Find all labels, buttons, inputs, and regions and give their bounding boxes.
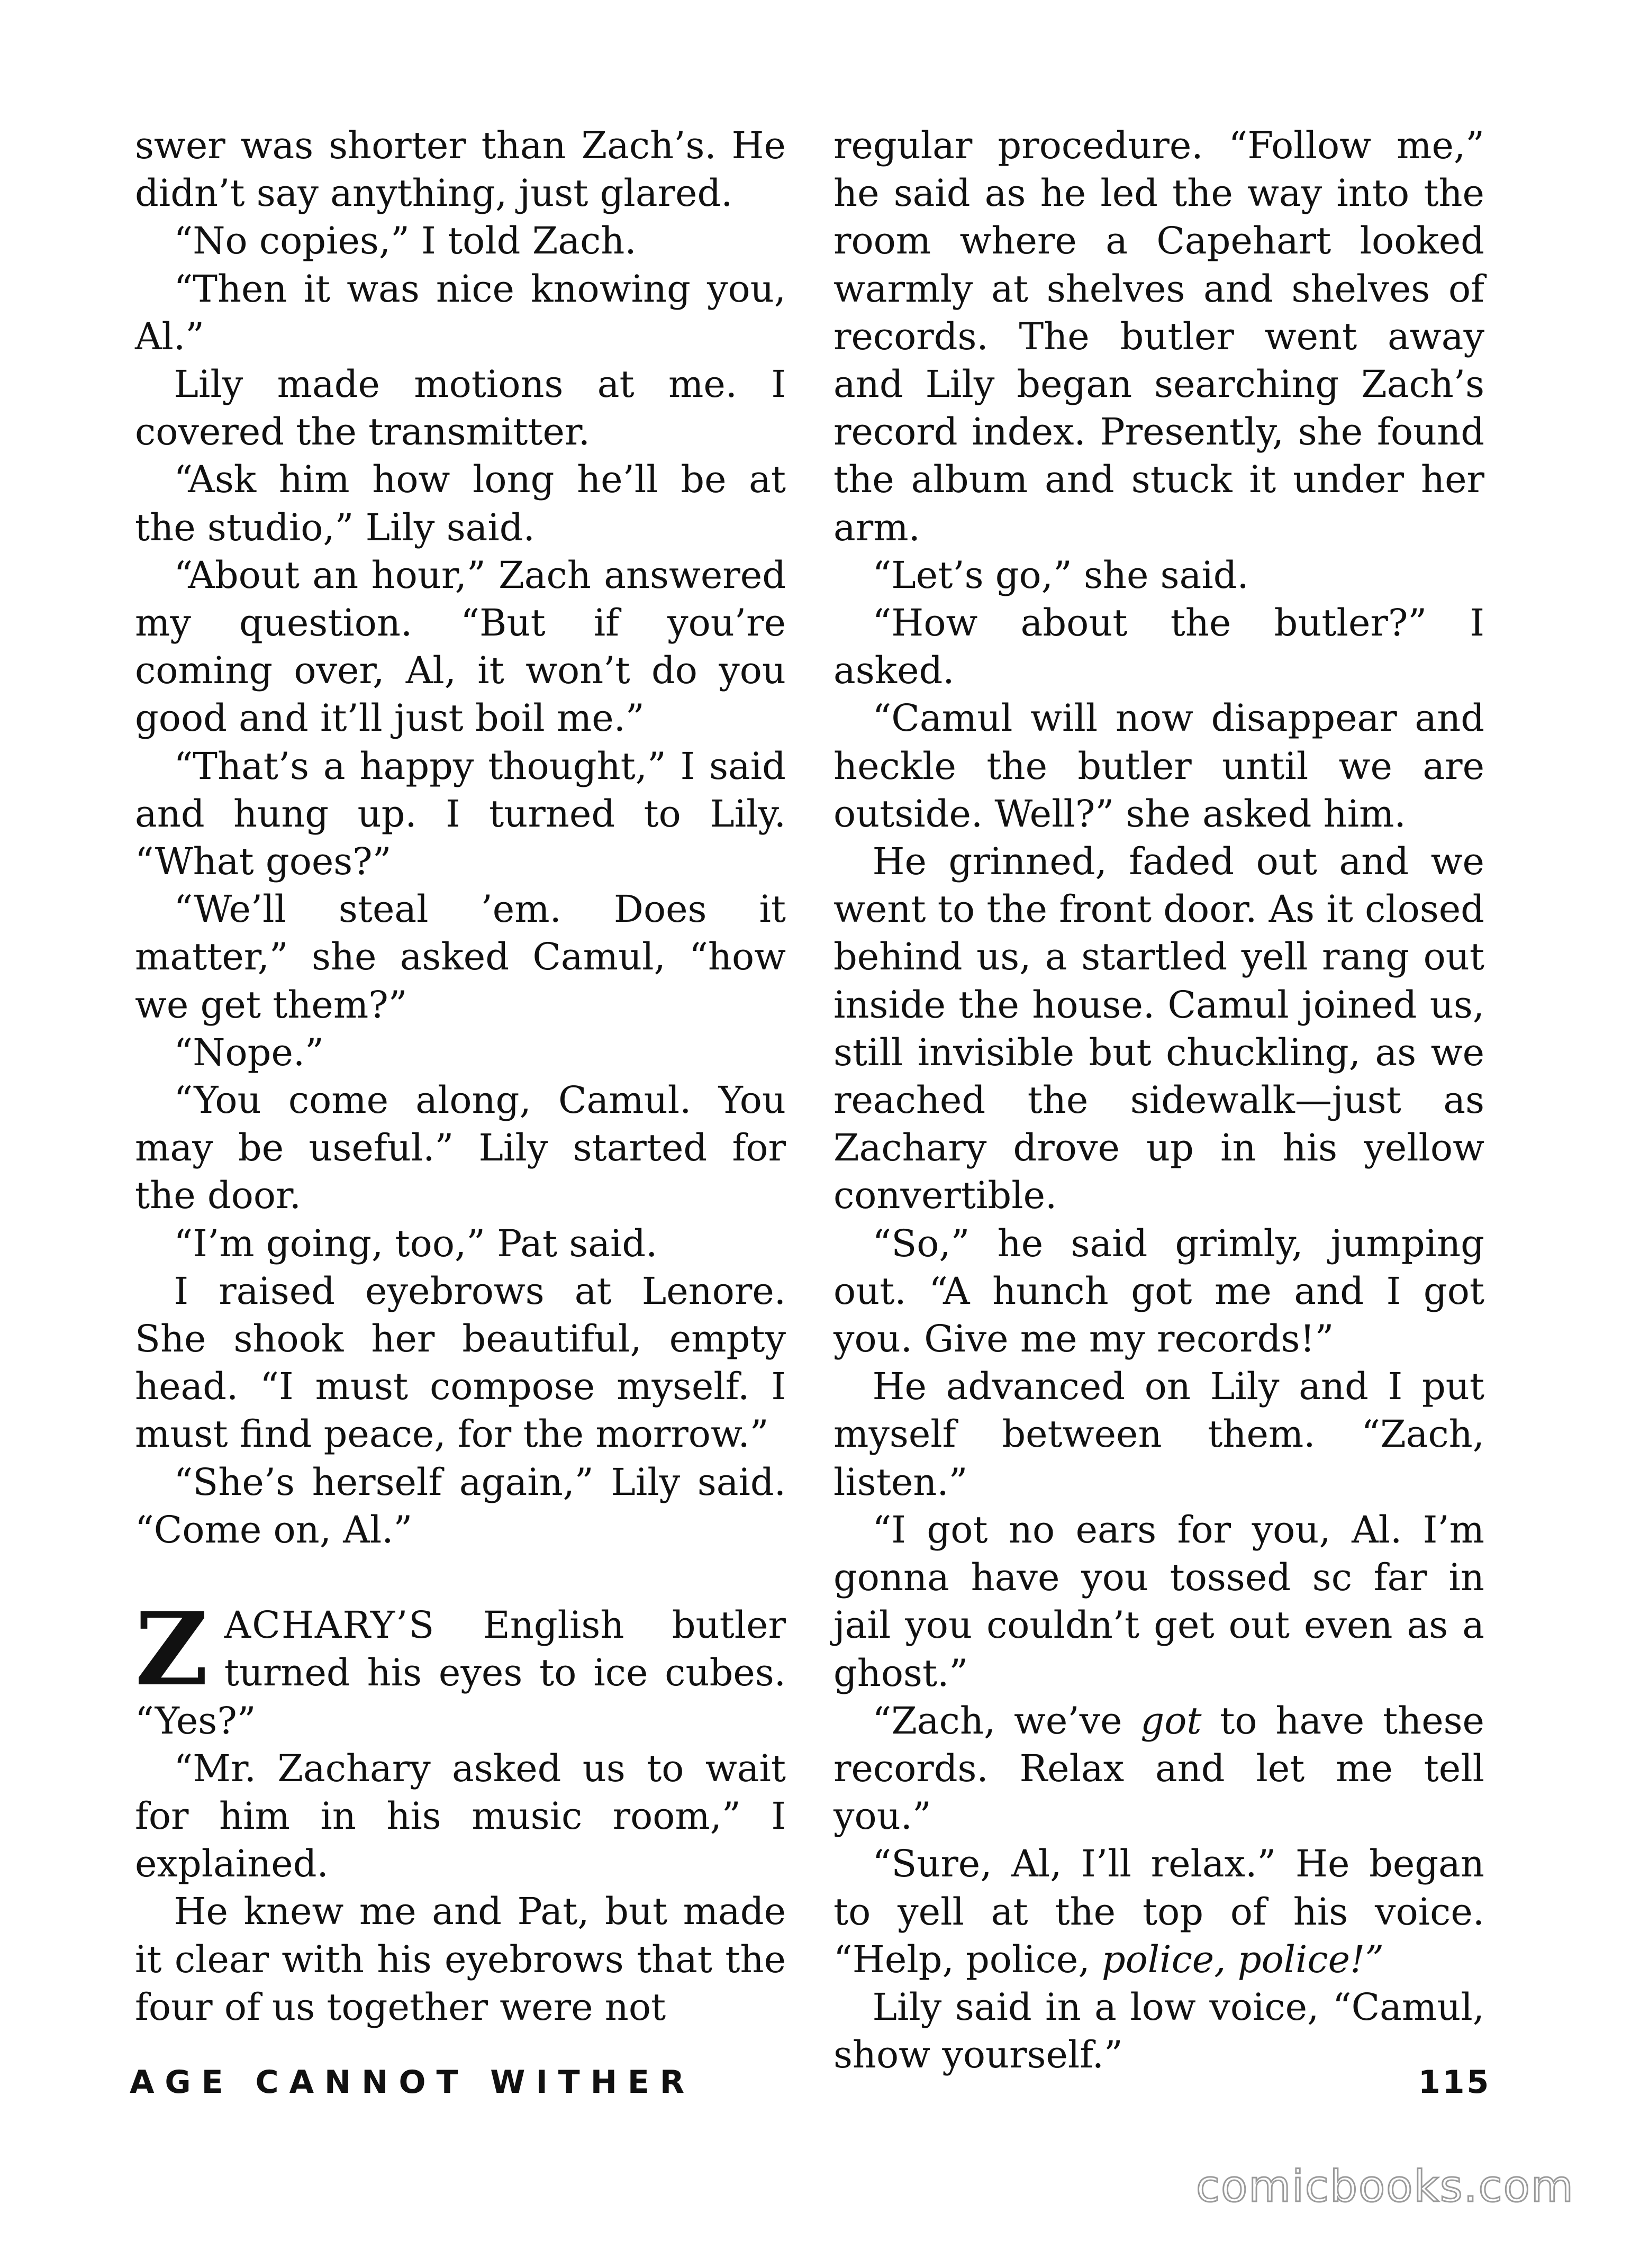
running-head: AGE CANNOT WITHER: [130, 2064, 695, 2101]
paragraph: “Let’s go,” she said.: [872, 553, 1249, 597]
drop-cap: Z: [135, 1590, 209, 1709]
paragraph-text: English butler turned his eyes to ice cubes. “Yes?”: [135, 1603, 786, 1743]
small-caps-lead: ACHARY’S: [224, 1603, 436, 1647]
paragraph: He grinned, faded out and we went to the front door. As it closed behind us, a startled yell rang out inside the house. Camul joined us, still invisible but chuckling, as we reached the sidewalk—just as Zachary drove up in his yellow convertible.: [833, 840, 1484, 1218]
page-number: 115: [1418, 2064, 1491, 2101]
paragraph: “Nope.”: [174, 1030, 324, 1074]
paragraph: “So,” he said grimly, jumping out. “A hunch got me and I got you. Give me my records!”: [833, 1221, 1484, 1361]
paragraph: “We’ll steal ’em. Does it matter,” she asked Camul, “how we get them?”: [135, 887, 786, 1027]
paragraph: Lily made motions at me. I covered the transmitter.: [135, 362, 786, 454]
paragraph: I raised eyebrows at Lenore. She shook her beautiful, empty head. “I must compose myself. I must find peace, for the morrow.”: [135, 1269, 786, 1456]
paragraph: “No copies,” I told Zach.: [174, 219, 637, 263]
paragraph: “About an hour,” Zach answered my question. “But if you’re coming over, Al, it won’t do you good and it’ll just boil me.”: [135, 553, 786, 740]
paragraph: Lily said in a low voice, “Camul, show yourself.”: [833, 1985, 1484, 2077]
paragraph: “Mr. Zachary asked us to wait for him in his music room,” I explained.: [135, 1746, 786, 1886]
paragraph-text: “Zach, we’ve: [872, 1699, 1122, 1743]
emphasis-text: police, police!”: [1101, 1937, 1384, 1981]
paragraph: [833, 1697, 1484, 1840]
paragraph: regular procedure. “Follow me,” he said as he led the way into the room where a Capehart looked warmly at shelves and shelves of records. The butler went away and Lily began searching Zach’s record index. Presently, she found the album and stuck it under her arm.: [833, 124, 1484, 549]
paragraph: “You come along, Camul. You may be useful.” Lily started for the door.: [135, 1078, 786, 1218]
emphasis-text: got: [1140, 1699, 1202, 1743]
paragraph: He advanced on Lily and I put myself between them. “Zach, listen.”: [833, 1365, 1484, 1504]
paragraph: “She’s herself again,” Lily said. “Come on, Al.”: [135, 1460, 786, 1552]
paragraph: “Camul will now disappear and heckle the butler until we are outside. Well?” she asked him.: [833, 696, 1484, 836]
paragraph-text: to have these records. Relax and let me tell you.”: [833, 1699, 1484, 1838]
paragraph: “That’s a happy thought,” I said and hung up. I turned to Lily. “What goes?”: [135, 744, 786, 884]
section-opening-paragraph: [135, 1590, 786, 1745]
paragraph: “I’m going, too,” Pat said.: [174, 1221, 658, 1265]
paragraph: [833, 1840, 1484, 1983]
paragraph: “How about the butler?” I asked.: [833, 601, 1484, 693]
paragraph: “Ask him how long he’ll be at the studio,” Lily said.: [135, 458, 786, 549]
right-column: [833, 122, 1484, 2079]
left-column: [135, 122, 786, 2031]
paragraph: “I got no ears for you, Al. I’m gonna have you tossed sc far in jail you couldn’t get out even as a ghost.”: [833, 1508, 1484, 1695]
paragraph-text: “Sure, Al, I’ll relax.” He began to yell at the top of his voice. “Help, police,: [833, 1842, 1484, 1981]
paragraph: swer was shorter than Zach’s. He didn’t say anything, just glared.: [135, 124, 786, 215]
paragraph: He knew me and Pat, but made it clear with his eyebrows that the four of us together were not: [135, 1890, 786, 2029]
watermark: comicbooks.com: [1196, 2162, 1574, 2212]
paragraph: “Then it was nice knowing you, Al.”: [135, 267, 786, 358]
